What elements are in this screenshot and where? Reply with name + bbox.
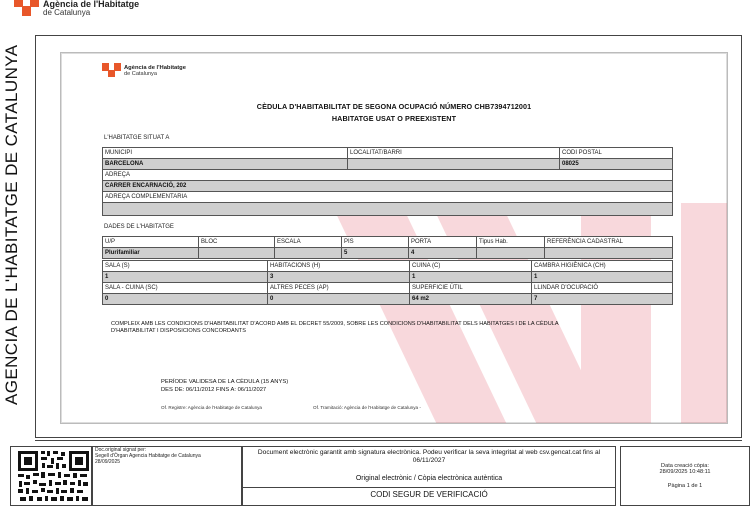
header-org-sub: de Catalunya: [43, 8, 91, 17]
signature-line-3: 28/09/2025: [95, 458, 121, 465]
adreca-complementaria-value: [103, 203, 673, 216]
signature-box: [92, 446, 242, 506]
altres-peces-value: 0: [268, 294, 410, 305]
sala-label: SALA (S): [103, 261, 268, 272]
altres-peces-label: ALTRES PECES (AP): [268, 283, 410, 294]
escala-label: ESCALA: [275, 237, 342, 248]
document-logo-icon: [102, 63, 121, 77]
cambra-higienica-value: 1: [532, 272, 673, 283]
location-section-label: L'HABITATGE SITUAT A: [104, 135, 170, 141]
document-page: [60, 52, 728, 424]
habitacions-label: HABITACIONS (H): [268, 261, 410, 272]
porta-value: 4: [409, 248, 477, 259]
adreca-complementaria-label: ADREÇA COMPLEMENTARIA: [103, 192, 673, 203]
dwelling-table-rows2-3: [102, 260, 673, 305]
compliance-statement: [111, 321, 691, 335]
csv-section: [243, 487, 615, 508]
verification-text[interactable]: Document electrònic garantit amb signatura electrònica. Podeu verificar la seva integritat al web csv.gencat.cat fins al: [257, 449, 601, 456]
document-type: Original electrònic / Còpia electrònica autèntica: [355, 475, 503, 482]
dwelling-section-label: DADES DE L'HABITATGE: [104, 224, 174, 230]
localitat-value: [348, 159, 560, 170]
agency-logo-icon: [14, 0, 39, 16]
qr-code-icon: [11, 447, 91, 505]
document-subtitle: HABITATGE USAT O PREEXISTENT: [331, 114, 457, 123]
signature-line-2: Segell d'Òrgan Agencia Habitatge de Catalunya: [95, 452, 201, 459]
municipi-value: BARCELONA: [103, 159, 348, 170]
validity-period: [161, 378, 288, 394]
footer-divider: [35, 440, 742, 441]
superficie-util-label: SUPERFICIE ÚTIL: [410, 283, 532, 294]
superficie-util-value: 64 m2: [410, 294, 532, 305]
cambra-higienica-label: CAMBRA HIGIÈNICA (CH): [532, 261, 673, 272]
cuina-value: 1: [410, 272, 532, 283]
tipus-hab-label: Tipus Hab.: [477, 237, 545, 248]
sala-value: 1: [103, 272, 268, 283]
csv-title: CODI SEGUR DE VERIFICACIÓ: [370, 490, 488, 499]
porta-label: PORTA: [409, 237, 477, 248]
codi-postal-value: 08025: [560, 159, 673, 170]
bloc-value: [199, 248, 275, 259]
pis-value: 5: [342, 248, 409, 259]
registry-office: Of. Registre: Agència de l'Habitatge de Catalunya: [161, 405, 262, 410]
up-label: U/P: [103, 237, 199, 248]
localitat-label: LOCALITAT/BARRI: [348, 148, 560, 159]
validity-period-title: PERÍODE VALIDESA DE LA CÈDULA (15 ANYS): [161, 379, 289, 385]
document-logo-sub: de Catalunya: [124, 71, 157, 77]
referencia-cadastral-label: REFERÈNCIA CADASTRAL: [545, 237, 673, 248]
llindar-ocupacio-label: LLINDAR D'OCUPACIÓ: [532, 283, 673, 294]
bloc-label: BLOC: [199, 237, 275, 248]
side-agency-text: AGENCIA DE L'HABITATGE DE CATALUNYA: [2, 44, 21, 405]
header-org-name: Agència de l'Habitatge: [43, 0, 140, 9]
dwelling-table-row1: [102, 236, 673, 259]
copy-date-value: 28/09/2025 10:48:11: [659, 469, 711, 475]
header-logo: [14, 0, 264, 20]
referencia-cadastral-value: [545, 248, 673, 259]
municipi-label: MUNICIPI: [103, 148, 348, 159]
escala-value: [275, 248, 342, 259]
processing-office: Of. Tramitació: Agència de l'Habitatge de Catalunya -: [313, 405, 421, 410]
copy-meta-box: [620, 446, 750, 506]
codi-postal-label: CODI POSTAL: [560, 148, 673, 159]
document-logo-title: Agència de l'Habitatge: [124, 65, 186, 71]
verification-date: 06/11/2027: [412, 457, 446, 464]
sala-cuina-label: SALA - CUINA (SC): [103, 283, 268, 294]
tipus-hab-value: [477, 248, 545, 259]
location-table: [102, 147, 673, 216]
adreca-label: ADREÇA: [103, 170, 673, 181]
document-title: CÈDULA D'HABITABILITAT DE SEGONA OCUPACIÓ NÚMERO CHB7394712001: [256, 102, 532, 111]
up-value: Plurifamiliar: [103, 248, 199, 259]
sala-cuina-value: 0: [103, 294, 268, 305]
signature-line-1: Doc.original signat per:: [95, 447, 147, 453]
cuina-label: CUINA (C): [410, 261, 532, 272]
compliance-line-2: D'HABITABILITAT I DISPOSICIONS CONCORDANTS: [111, 328, 246, 334]
adreca-value: CARRER ENCARNACIÓ, 202: [103, 181, 673, 192]
validity-period-dates: DES DE: 06/11/2012 FINS A: 06/11/2027: [161, 387, 267, 393]
copy-date-label: Data creació còpia:: [661, 463, 709, 469]
compliance-line-1: COMPLEIX AMB LES CONDICIONS D'HABITABILITAT D'ACORD AMB EL DECRET 55/2009, SOBRE LES CONDICIONS D'HABITABILITAT DELS HABITATGES I DE LA CÈDULA: [111, 321, 559, 327]
pis-label: PIS: [342, 237, 409, 248]
qr-code-box: [10, 446, 92, 506]
llindar-ocupacio-value: 7: [532, 294, 673, 305]
habitacions-value: 3: [268, 272, 410, 283]
verification-box: [242, 446, 616, 506]
page-number: Pàgina 1 de 1: [667, 483, 703, 489]
